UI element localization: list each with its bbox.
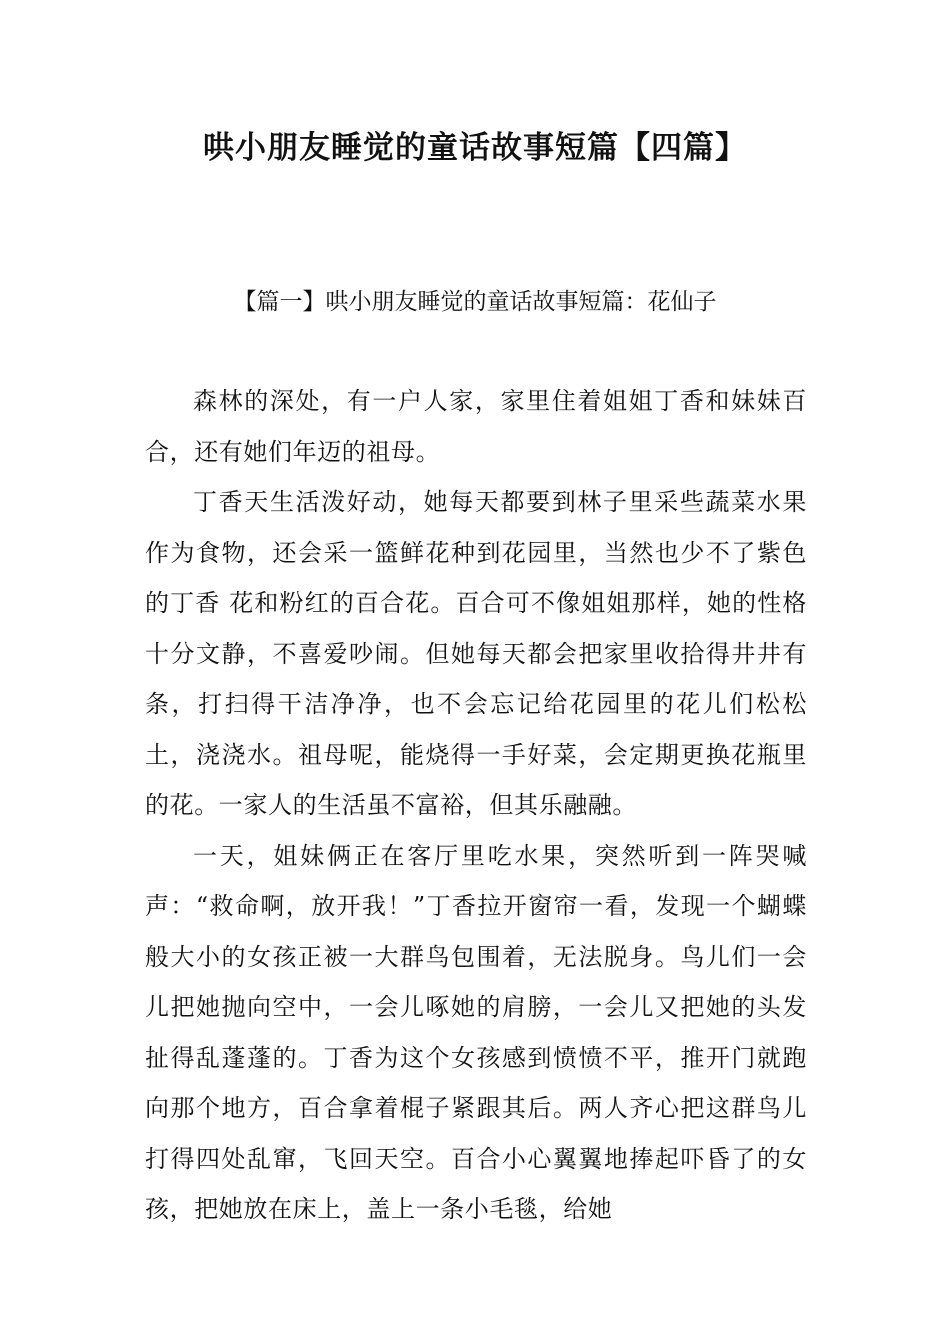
paragraph: 丁香天生活泼好动，她每天都要到林子里采些蔬菜水果作为食物，还会采一篮鲜花种到花园里，当然也少不了紫色的丁香 花和粉红的百合花。百合可不像姐姐那样，她的性格十分文静，不喜爱吵闹。但她每天都会把家里收拾得井井有条，打扫得干洁净净，也不会忘记给花园里的花儿们松松土，浇浇水。祖母呢，能烧得一手好菜，会定期更换花瓶里的花。一家人的生活虽不富裕，但其乐融融。 <box>145 488 807 819</box>
section-heading: 【篇一】哄小朋友睡觉的童话故事短篇：花仙子 <box>233 289 717 315</box>
story-body <box>145 376 807 1235</box>
paragraph: 一天，姐妹俩正在客厅里吃水果，突然听到一阵哭喊声：“救命啊，放开我！”丁香拉开窗帘一看，发现一个蝴蝶般大小的女孩正被一大群鸟包围着，无法脱身。鸟儿们一会儿把她抛向空中，一会儿啄她的肩膀，一会儿又把她的头发扯得乱蓬蓬的。丁香为这个女孩感到愤愤不平，推开门就跑向那个地方，百合拿着棍子紧跟其后。两人齐心把这群鸟儿打得四处乱窜，飞回天空。百合小心翼翼地捧起吓昏了的女孩，把她放在床上，盖上一条小毛毯，给她 <box>145 841 807 1223</box>
document-title: 哄小朋友睡觉的童话故事短篇【四篇】 <box>203 130 747 166</box>
paragraph: 森林的深处，有一户人家，家里住着姐姐丁香和妹妹百合，还有她们年迈的祖母。 <box>145 387 807 466</box>
